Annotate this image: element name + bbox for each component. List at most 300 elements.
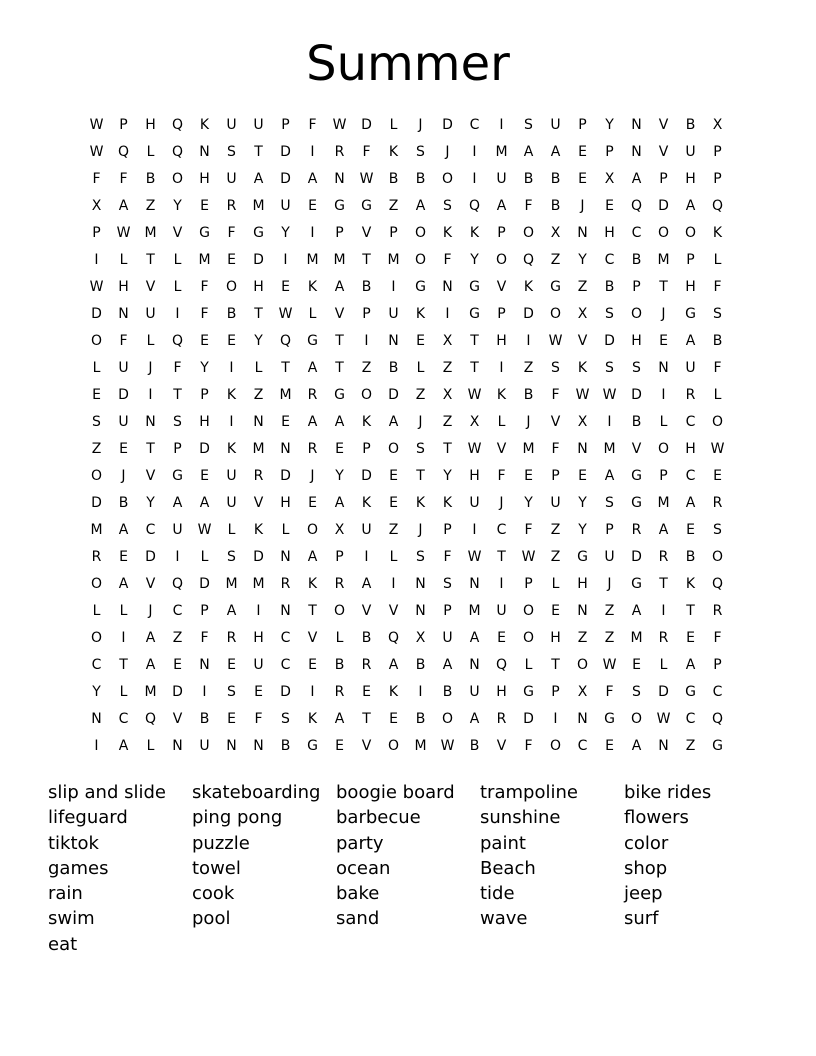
grid-letter: P bbox=[497, 305, 506, 322]
grid-letter: I bbox=[175, 548, 180, 565]
grid-letter: L bbox=[146, 332, 155, 349]
grid-row bbox=[83, 300, 731, 327]
grid-letter: Z bbox=[550, 521, 561, 538]
grid-letter: E bbox=[686, 521, 695, 538]
grid-letter: N bbox=[334, 170, 345, 187]
grid-letter: D bbox=[91, 305, 102, 322]
grid-letter: G bbox=[685, 305, 696, 322]
grid-letter: X bbox=[334, 521, 345, 538]
grid-letter: A bbox=[442, 656, 453, 673]
grid-letter: S bbox=[632, 359, 641, 376]
grid-letter: D bbox=[280, 170, 291, 187]
page-title: Summer bbox=[306, 36, 510, 92]
word-bank-item: sunshine bbox=[480, 807, 561, 829]
word-bank-item: rain bbox=[48, 883, 83, 905]
grid-letter: O bbox=[90, 467, 103, 484]
grid-letter: E bbox=[227, 251, 236, 268]
grid-letter: A bbox=[118, 575, 129, 592]
grid-letter: Z bbox=[550, 548, 561, 565]
grid-letter: M bbox=[225, 575, 238, 592]
grid-letter: N bbox=[226, 737, 237, 754]
grid-letter: Y bbox=[578, 251, 587, 268]
word-bank-item: shop bbox=[624, 857, 668, 879]
grid-letter: O bbox=[90, 575, 103, 592]
grid-letter: P bbox=[659, 467, 668, 484]
grid-letter: P bbox=[362, 305, 371, 322]
word-bank-item: paint bbox=[480, 832, 526, 854]
grid-letter: W bbox=[332, 116, 347, 133]
grid-letter: L bbox=[173, 278, 182, 295]
grid-letter: E bbox=[713, 467, 722, 484]
grid-letter: O bbox=[684, 224, 697, 241]
grid-letter: Q bbox=[495, 656, 508, 673]
grid-letter: J bbox=[418, 413, 423, 430]
grid-letter: Q bbox=[171, 143, 184, 160]
grid-letter: T bbox=[146, 251, 155, 268]
grid-letter: D bbox=[658, 683, 669, 700]
grid-letter: P bbox=[200, 386, 209, 403]
grid-letter: F bbox=[362, 143, 371, 160]
grid-letter: Q bbox=[387, 629, 400, 646]
grid-letter: S bbox=[227, 683, 236, 700]
grid-letter: E bbox=[605, 197, 614, 214]
grid-letter: N bbox=[415, 575, 426, 592]
grid-row bbox=[83, 462, 731, 489]
grid-letter: P bbox=[578, 116, 587, 133]
grid-letter: N bbox=[388, 332, 399, 349]
grid-letter: U bbox=[469, 683, 480, 700]
grid-letter: E bbox=[389, 710, 398, 727]
grid-letter: D bbox=[523, 305, 534, 322]
grid-letter: M bbox=[252, 440, 265, 457]
word-bank-item: party bbox=[336, 832, 384, 854]
grid-letter: C bbox=[712, 683, 723, 700]
grid-letter: D bbox=[658, 197, 669, 214]
grid-letter: V bbox=[307, 629, 318, 646]
grid-letter: S bbox=[281, 710, 290, 727]
grid-row bbox=[83, 489, 731, 516]
grid-letter: U bbox=[469, 494, 480, 511]
grid-letter: K bbox=[307, 278, 318, 295]
grid-letter: E bbox=[308, 197, 317, 214]
grid-letter: W bbox=[116, 224, 131, 241]
grid-letter: R bbox=[361, 656, 372, 673]
grid-row bbox=[83, 435, 731, 462]
grid-letter: T bbox=[470, 332, 479, 349]
grid-letter: U bbox=[226, 170, 237, 187]
grid-letter: E bbox=[92, 386, 101, 403]
grid-row bbox=[83, 138, 731, 165]
grid-letter: A bbox=[334, 278, 345, 295]
grid-letter: Q bbox=[711, 197, 724, 214]
word-bank-item: puzzle bbox=[192, 832, 250, 854]
grid-letter: G bbox=[604, 710, 615, 727]
grid-letter: E bbox=[632, 656, 641, 673]
grid-letter: G bbox=[469, 305, 480, 322]
grid-letter: N bbox=[280, 548, 291, 565]
grid-letter: U bbox=[550, 116, 561, 133]
grid-letter: S bbox=[605, 359, 614, 376]
word-bank-item: jeep bbox=[624, 883, 663, 905]
grid-letter: M bbox=[630, 629, 643, 646]
grid-row bbox=[83, 246, 731, 273]
grid-letter: T bbox=[308, 602, 317, 619]
grid-letter: K bbox=[712, 224, 723, 241]
grid-letter: E bbox=[308, 494, 317, 511]
grid-letter: E bbox=[281, 413, 290, 430]
grid-letter: C bbox=[91, 656, 102, 673]
grid-row bbox=[83, 354, 731, 381]
grid-letter: C bbox=[604, 251, 615, 268]
grid-letter: M bbox=[198, 251, 211, 268]
grid-letter: I bbox=[94, 737, 99, 754]
grid-row bbox=[83, 705, 731, 732]
grid-letter: X bbox=[415, 629, 426, 646]
word-bank bbox=[48, 780, 768, 957]
grid-letter: D bbox=[118, 386, 129, 403]
grid-letter: R bbox=[658, 629, 669, 646]
grid-letter: H bbox=[280, 494, 291, 511]
grid-letter: M bbox=[144, 224, 157, 241]
grid-letter: D bbox=[280, 683, 291, 700]
grid-letter: S bbox=[443, 575, 452, 592]
grid-letter: I bbox=[310, 683, 315, 700]
grid-letter: C bbox=[685, 413, 696, 430]
word-bank-item: towel bbox=[192, 857, 241, 879]
grid-letter: U bbox=[361, 521, 372, 538]
grid-letter: R bbox=[307, 386, 318, 403]
grid-letter: K bbox=[685, 575, 696, 592]
grid-letter: S bbox=[551, 359, 560, 376]
grid-letter: V bbox=[550, 413, 561, 430]
grid-letter: J bbox=[418, 521, 423, 538]
grid-letter: L bbox=[308, 305, 317, 322]
grid-letter: S bbox=[227, 143, 236, 160]
grid-letter: I bbox=[445, 305, 450, 322]
grid-letter: D bbox=[199, 440, 210, 457]
grid-letter: F bbox=[254, 710, 263, 727]
grid-letter: N bbox=[280, 602, 291, 619]
grid-letter: R bbox=[226, 629, 237, 646]
grid-letter: L bbox=[146, 737, 155, 754]
grid-letter: N bbox=[172, 737, 183, 754]
grid-letter: W bbox=[575, 386, 590, 403]
grid-letter: V bbox=[361, 602, 372, 619]
word-bank-item: bike rides bbox=[624, 782, 712, 803]
grid-letter: T bbox=[659, 575, 668, 592]
grid-letter: A bbox=[685, 197, 696, 214]
grid-letter: F bbox=[713, 359, 722, 376]
grid-letter: O bbox=[576, 656, 589, 673]
grid-letter: W bbox=[710, 440, 725, 457]
grid-letter: V bbox=[361, 224, 372, 241]
grid-letter: I bbox=[364, 332, 369, 349]
grid-letter: J bbox=[148, 359, 153, 376]
grid-letter: W bbox=[467, 440, 482, 457]
grid-letter: K bbox=[361, 494, 372, 511]
grid-letter: P bbox=[713, 143, 722, 160]
word-bank-item: tiktok bbox=[48, 832, 99, 854]
grid-letter: T bbox=[551, 656, 560, 673]
grid-letter: K bbox=[226, 386, 237, 403]
grid-letter: Y bbox=[146, 494, 155, 511]
grid-letter: E bbox=[362, 683, 371, 700]
grid-letter: A bbox=[685, 494, 696, 511]
grid-letter: K bbox=[577, 359, 588, 376]
grid-letter: A bbox=[685, 656, 696, 673]
grid-letter: T bbox=[119, 656, 128, 673]
grid-row bbox=[83, 192, 731, 219]
grid-letter: I bbox=[310, 143, 315, 160]
grid-letter: E bbox=[416, 332, 425, 349]
grid-letter: N bbox=[577, 710, 588, 727]
grid-letter: N bbox=[253, 737, 264, 754]
grid-letter: R bbox=[631, 521, 642, 538]
grid-letter: U bbox=[226, 494, 237, 511]
grid-letter: G bbox=[307, 737, 318, 754]
grid-letter: J bbox=[499, 494, 504, 511]
grid-letter: F bbox=[524, 737, 533, 754]
grid-letter: B bbox=[550, 197, 561, 214]
grid-letter: S bbox=[416, 440, 425, 457]
grid-letter: B bbox=[361, 278, 372, 295]
grid-letter: S bbox=[443, 197, 452, 214]
grid-letter: X bbox=[577, 305, 588, 322]
word-bank-item: tide bbox=[480, 883, 515, 905]
grid-letter: H bbox=[604, 224, 615, 241]
grid-row bbox=[83, 732, 731, 759]
grid-letter: A bbox=[307, 170, 318, 187]
grid-letter: O bbox=[441, 170, 454, 187]
grid-letter: Y bbox=[524, 494, 533, 511]
grid-letter: K bbox=[307, 710, 318, 727]
grid-letter: O bbox=[414, 224, 427, 241]
grid-letter: I bbox=[472, 170, 477, 187]
grid-letter: E bbox=[389, 494, 398, 511]
grid-letter: Y bbox=[578, 521, 587, 538]
grid-letter: Z bbox=[523, 359, 534, 376]
grid-letter: I bbox=[175, 305, 180, 322]
grid-letter: M bbox=[144, 683, 157, 700]
grid-letter: E bbox=[119, 548, 128, 565]
grid-letter: R bbox=[334, 683, 345, 700]
grid-letter: F bbox=[308, 116, 317, 133]
grid-letter: Y bbox=[254, 332, 263, 349]
grid-row bbox=[83, 165, 731, 192]
grid-letter: M bbox=[306, 251, 319, 268]
grid-letter: I bbox=[229, 413, 234, 430]
grid-letter: I bbox=[283, 251, 288, 268]
grid-letter: E bbox=[308, 656, 317, 673]
grid-letter: I bbox=[499, 359, 504, 376]
grid-letter: B bbox=[334, 656, 345, 673]
grid-letter: E bbox=[659, 332, 668, 349]
grid-letter: P bbox=[362, 440, 371, 457]
grid-row bbox=[83, 597, 731, 624]
grid-letter: F bbox=[173, 359, 182, 376]
grid-row bbox=[83, 516, 731, 543]
grid-letter: H bbox=[469, 467, 480, 484]
grid-letter: L bbox=[92, 602, 101, 619]
grid-letter: B bbox=[442, 683, 453, 700]
grid-letter: S bbox=[713, 305, 722, 322]
grid-letter: I bbox=[310, 224, 315, 241]
grid-row bbox=[83, 327, 731, 354]
grid-letter: W bbox=[278, 305, 293, 322]
grid-letter: D bbox=[91, 494, 102, 511]
grid-letter: L bbox=[119, 602, 128, 619]
grid-letter: C bbox=[685, 710, 696, 727]
grid-letter: Y bbox=[470, 251, 479, 268]
grid-letter: F bbox=[119, 170, 128, 187]
grid-letter: I bbox=[661, 602, 666, 619]
grid-letter: F bbox=[200, 305, 209, 322]
grid-letter: M bbox=[90, 521, 103, 538]
grid-letter: K bbox=[199, 116, 210, 133]
grid-letter: A bbox=[496, 197, 507, 214]
grid-letter: T bbox=[281, 359, 290, 376]
grid-letter: K bbox=[523, 278, 534, 295]
word-bank-item: slip and slide bbox=[48, 782, 166, 803]
grid-letter: I bbox=[607, 413, 612, 430]
grid-letter: C bbox=[145, 521, 156, 538]
grid-letter: U bbox=[685, 359, 696, 376]
grid-letter: P bbox=[632, 278, 641, 295]
grid-letter: P bbox=[497, 224, 506, 241]
grid-letter: V bbox=[334, 305, 345, 322]
word-bank-item: surf bbox=[624, 908, 659, 930]
grid-letter: G bbox=[577, 548, 588, 565]
grid-letter: D bbox=[631, 386, 642, 403]
grid-letter: D bbox=[172, 683, 183, 700]
grid-letter: M bbox=[279, 386, 292, 403]
grid-letter: N bbox=[145, 413, 156, 430]
grid-letter: I bbox=[229, 359, 234, 376]
grid-letter: X bbox=[604, 170, 615, 187]
grid-row bbox=[83, 678, 731, 705]
grid-letter: U bbox=[226, 116, 237, 133]
grid-letter: T bbox=[254, 305, 263, 322]
grid-letter: G bbox=[550, 278, 561, 295]
grid-letter: N bbox=[199, 656, 210, 673]
grid-letter: D bbox=[631, 548, 642, 565]
grid-letter: L bbox=[119, 251, 128, 268]
grid-letter: J bbox=[121, 467, 126, 484]
grid-letter: E bbox=[578, 143, 587, 160]
grid-letter: M bbox=[495, 143, 508, 160]
grid-letter: B bbox=[118, 494, 129, 511]
grid-letter: D bbox=[604, 332, 615, 349]
grid-letter: I bbox=[94, 251, 99, 268]
grid-letter: G bbox=[415, 278, 426, 295]
grid-letter: O bbox=[522, 629, 535, 646]
grid-letter: R bbox=[253, 467, 264, 484]
grid-letter: Z bbox=[91, 440, 102, 457]
grid-letter: L bbox=[389, 116, 398, 133]
grid-letter: D bbox=[253, 251, 264, 268]
grid-letter: J bbox=[607, 575, 612, 592]
grid-letter: Y bbox=[605, 116, 614, 133]
grid-row bbox=[83, 219, 731, 246]
grid-letter: J bbox=[445, 143, 450, 160]
grid-letter: I bbox=[418, 683, 423, 700]
grid-letter: Z bbox=[415, 386, 426, 403]
grid-letter: G bbox=[712, 737, 723, 754]
grid-letter: B bbox=[415, 170, 426, 187]
grid-row bbox=[83, 543, 731, 570]
grid-letter: A bbox=[631, 170, 642, 187]
grid-letter: L bbox=[551, 575, 560, 592]
grid-letter: R bbox=[280, 575, 291, 592]
word-bank-item: Beach bbox=[480, 857, 536, 879]
grid-letter: O bbox=[387, 737, 400, 754]
grid-letter: Z bbox=[388, 197, 399, 214]
grid-letter: W bbox=[359, 170, 374, 187]
grid-letter: F bbox=[605, 683, 614, 700]
word-bank-item: bake bbox=[336, 883, 380, 905]
grid-letter: W bbox=[521, 548, 536, 565]
grid-letter: O bbox=[711, 413, 724, 430]
grid-letter: D bbox=[253, 548, 264, 565]
grid-letter: A bbox=[307, 548, 318, 565]
grid-letter: M bbox=[657, 251, 670, 268]
grid-letter: E bbox=[686, 629, 695, 646]
grid-letter: F bbox=[443, 251, 452, 268]
grid-letter: G bbox=[253, 224, 264, 241]
grid-letter: O bbox=[630, 305, 643, 322]
grid-letter: V bbox=[145, 467, 156, 484]
grid-letter: Z bbox=[604, 629, 615, 646]
grid-letter: G bbox=[631, 467, 642, 484]
grid-letter: U bbox=[604, 548, 615, 565]
word-bank-item: color bbox=[624, 832, 669, 854]
grid-letter: G bbox=[199, 224, 210, 241]
grid-letter: R bbox=[226, 197, 237, 214]
grid-letter: B bbox=[712, 332, 723, 349]
grid-letter: O bbox=[441, 710, 454, 727]
grid-letter: X bbox=[442, 386, 453, 403]
grid-letter: F bbox=[200, 629, 209, 646]
grid-letter: T bbox=[335, 332, 344, 349]
grid-letter: C bbox=[496, 521, 507, 538]
grid-letter: J bbox=[310, 467, 315, 484]
grid-letter: S bbox=[416, 548, 425, 565]
grid-letter: N bbox=[442, 278, 453, 295]
grid-letter: A bbox=[145, 629, 156, 646]
grid-letter: E bbox=[254, 683, 263, 700]
grid-letter: X bbox=[577, 683, 588, 700]
grid-letter: E bbox=[200, 197, 209, 214]
grid-letter: U bbox=[118, 413, 129, 430]
grid-letter: O bbox=[90, 629, 103, 646]
grid-letter: O bbox=[657, 440, 670, 457]
grid-letter: O bbox=[171, 170, 184, 187]
grid-letter: E bbox=[227, 332, 236, 349]
grid-letter: U bbox=[685, 143, 696, 160]
grid-letter: V bbox=[577, 332, 588, 349]
grid-letter: V bbox=[388, 602, 399, 619]
grid-letter: E bbox=[173, 656, 182, 673]
grid-letter: B bbox=[199, 710, 210, 727]
grid-letter: G bbox=[631, 494, 642, 511]
grid-letter: W bbox=[440, 737, 455, 754]
grid-letter: O bbox=[333, 602, 346, 619]
grid-letter: K bbox=[442, 494, 453, 511]
grid-letter: H bbox=[685, 170, 696, 187]
grid-letter: O bbox=[495, 251, 508, 268]
grid-letter: U bbox=[496, 170, 507, 187]
grid-letter: Q bbox=[117, 143, 130, 160]
